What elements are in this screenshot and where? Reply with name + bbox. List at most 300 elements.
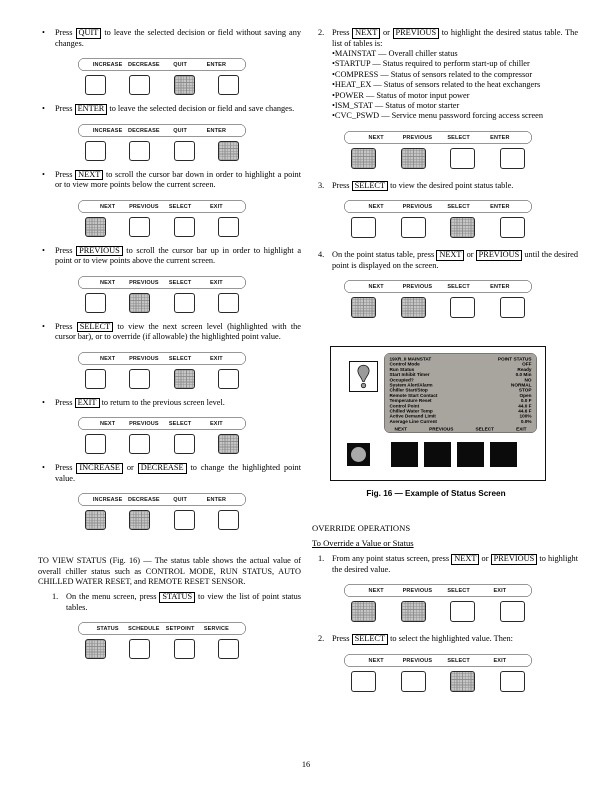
text-segment: or: [380, 28, 393, 37]
keypad-label-previous: PREVIOUS: [129, 355, 159, 362]
keypad-label-service: SERVICE: [203, 625, 229, 632]
keypad-label-previous: PREVIOUS: [402, 283, 433, 290]
key-previous[interactable]: [129, 369, 150, 389]
keycap-status: STATUS: [159, 592, 195, 603]
keypad-label-next: NEXT: [99, 279, 116, 286]
key-exit[interactable]: [218, 293, 239, 313]
keypad-label-strip: [344, 584, 532, 598]
bullet-marker: •: [42, 321, 45, 331]
key-exit[interactable]: [500, 601, 525, 622]
keypad-label-exit: EXIT: [209, 203, 223, 210]
text-segment: TO VIEW STATUS (Fig. 16) — The status table shows the actual value of overall chiller status such as CONTROL MODE, RUN STATUS, AUTO CHILLED WATER RESET, and REMOTE RESET SENSOR.: [38, 556, 301, 586]
status-screen-panel: [330, 346, 546, 481]
keypad-label-increase: INCREASE: [92, 127, 123, 134]
keypad-label-strip: [78, 622, 246, 636]
keypad-bezel: [78, 417, 246, 430]
keypad-button-row: [78, 217, 246, 237]
text-segment: or: [123, 463, 138, 473]
keypad-label-previous: PREVIOUS: [402, 657, 433, 664]
softkey-buttons: [391, 442, 517, 467]
keypad-label-select: SELECT: [168, 203, 192, 210]
key-exit[interactable]: [500, 671, 525, 692]
status-row-value: Ready: [517, 366, 532, 373]
keypad-label-previous: PREVIOUS: [402, 203, 433, 210]
keypad-label-strip: [344, 131, 532, 145]
keycap-select: SELECT: [77, 322, 113, 333]
screen-softkey-labels: [390, 427, 532, 432]
keypad-bezel: [78, 276, 246, 289]
step-number: 1.: [52, 592, 59, 602]
keypad-label-select: SELECT: [168, 355, 192, 362]
alarm-exclamation-icon: [356, 364, 371, 389]
keypad-label-strip: [78, 493, 246, 507]
keypad-label-exit: EXIT: [493, 657, 507, 664]
text-segment: to scroll the cursor bar down in order to highlight a point or to view more points below the current screen.: [55, 169, 301, 190]
bullet-marker: •: [42, 245, 45, 255]
status-row-label: Run Status: [389, 366, 415, 373]
keypad-label-quit: QUIT: [173, 496, 187, 503]
keypad-label-previous: PREVIOUS: [402, 134, 433, 141]
text-segment: to change the highlighted point value.: [55, 463, 302, 483]
bullet-marker: •: [42, 169, 45, 179]
keypad-label-decrease: DECREASE: [127, 127, 160, 134]
keypad-button-row: [344, 671, 532, 692]
keycap-enter: ENTER: [75, 104, 108, 115]
softkey-button-4[interactable]: [490, 442, 517, 467]
keycap-previous: PREVIOUS: [491, 554, 538, 565]
keycap-increase: INCREASE: [76, 463, 123, 474]
bullet-marker: •: [42, 104, 45, 113]
key-select[interactable]: [450, 148, 475, 169]
bullet-marker: •: [42, 463, 45, 473]
keypad-label-exit: EXIT: [493, 587, 507, 594]
keypad-increase-decrease: [78, 493, 246, 530]
screen-title: 19XR_II MAINSTAT: [389, 356, 432, 362]
text-segment: On the point status table, press: [332, 250, 437, 260]
keypad-bezel: [78, 58, 246, 71]
keypad-bezel: [344, 280, 532, 293]
keypad-button-row: [78, 434, 246, 454]
key-service[interactable]: [218, 639, 239, 659]
keypad-label-setpoint: SETPOINT: [165, 625, 195, 632]
text-segment: Press: [55, 245, 77, 255]
text-segment: to return to the previous screen level.: [99, 397, 225, 407]
status-table-list-item: •HEAT_EX — Status of sensors related to the heat exchangers: [332, 80, 541, 90]
softkey-button-2[interactable]: [424, 442, 451, 467]
screen-softkey-exit: EXIT: [516, 426, 527, 433]
text-segment: to highlight the desired value.: [332, 554, 578, 575]
key-previous-pressed[interactable]: [401, 601, 426, 622]
step-2-highlight-table: [312, 28, 578, 49]
override-step-1-text: [332, 554, 578, 575]
text-segment: Press: [55, 104, 75, 113]
keypad-next: [78, 200, 246, 237]
key-increase[interactable]: [85, 75, 106, 95]
alarm-light-circle: [351, 447, 366, 462]
status-table-list-item: •MAINSTAT — Overall chiller status: [332, 49, 458, 58]
keypad-label-select: SELECT: [447, 134, 470, 141]
key-select-pressed[interactable]: [450, 217, 475, 238]
keypad-label-quit: QUIT: [173, 127, 187, 134]
keycap-previous: PREVIOUS: [476, 250, 523, 261]
bullet-select-text: [55, 322, 301, 343]
keypad-label-exit: EXIT: [209, 420, 223, 427]
bullet-enter-text: [55, 104, 301, 115]
text-segment: On the menu screen, press: [66, 592, 160, 602]
keypad-override-1: [344, 584, 532, 622]
status-table-list-item: •CVC_PSWD — Service menu password forcing access screen: [332, 111, 543, 121]
step-number: 3.: [318, 180, 325, 190]
status-row-label: Chiller Start/Stop: [389, 387, 428, 394]
status-row-label: Occupied?: [389, 377, 414, 383]
text-segment: Press: [332, 28, 353, 37]
bullet-enter: [38, 104, 301, 115]
keycap-exit: EXIT: [75, 398, 100, 409]
left-column: [38, 28, 301, 659]
override-step-2-text: [332, 634, 578, 645]
text-segment: Press: [55, 463, 77, 473]
key-previous-pressed[interactable]: [401, 297, 426, 318]
key-next-pressed[interactable]: [85, 217, 106, 237]
keypad-step4: [344, 280, 532, 318]
keycap-next: NEXT: [436, 250, 464, 261]
step-3-text: [332, 181, 578, 192]
status-row-label: Active Demand Limit: [389, 413, 436, 420]
cvc-display-screen: [384, 353, 537, 433]
status-row-value: NORMAL: [510, 382, 532, 388]
keypad-step3: [344, 200, 532, 238]
keypad-label-enter: ENTER: [206, 496, 227, 503]
keypad-label-strip: [344, 654, 532, 668]
keypad-label-quit: QUIT: [173, 61, 187, 68]
bullet-previous-text: [55, 246, 301, 267]
step-3-select-table: [312, 181, 578, 192]
key-previous-pressed[interactable]: [129, 293, 150, 313]
keypad-bezel: [78, 352, 246, 365]
keypad-label-select: SELECT: [447, 587, 470, 594]
key-enter[interactable]: [500, 297, 525, 318]
override-operations-heading: OVERRIDE OPERATIONS: [312, 523, 411, 534]
keypad-button-row: [344, 217, 532, 238]
bullet-exit-text: [55, 398, 301, 409]
key-next-pressed[interactable]: [351, 148, 376, 169]
text-segment: until the desired point is displayed on the screen.: [332, 250, 578, 271]
key-enter[interactable]: [218, 510, 239, 530]
keypad-label-select: SELECT: [447, 203, 470, 210]
key-enter-pressed[interactable]: [218, 141, 239, 161]
keypad-label-next: NEXT: [368, 587, 384, 594]
keypad-button-row: [78, 510, 246, 530]
key-previous[interactable]: [401, 217, 426, 238]
softkey-button-1[interactable]: [391, 442, 418, 467]
status-row-label: System Alert/Alarm: [389, 382, 433, 388]
status-row-label: Remote Start Contact: [389, 392, 438, 399]
keypad-override-2: [344, 654, 532, 692]
key-previous[interactable]: [401, 671, 426, 692]
key-select[interactable]: [174, 217, 195, 237]
text-segment: to leave the selected decision or field and save changes.: [107, 104, 295, 113]
step-4-text: [332, 250, 578, 271]
status-row: [390, 419, 532, 424]
keypad-exit: [78, 417, 246, 454]
key-quit[interactable]: [174, 141, 195, 161]
screen-content: [384, 353, 537, 433]
key-select-pressed[interactable]: [174, 369, 195, 389]
keypad-label-increase: INCREASE: [92, 496, 123, 503]
keypad-label-enter: ENTER: [490, 203, 510, 210]
keycap-select: SELECT: [352, 181, 388, 192]
keypad-label-next: NEXT: [99, 203, 116, 210]
keypad-button-row: [78, 141, 246, 161]
key-exit-pressed[interactable]: [218, 434, 239, 454]
keypad-bezel: [78, 200, 246, 213]
text-segment: to scroll the cursor bar up in order to highlight a point or to view points above the current screen.: [55, 245, 301, 266]
keypad-button-row: [344, 601, 532, 622]
keycap-decrease: DECREASE: [138, 463, 187, 474]
key-select[interactable]: [450, 601, 475, 622]
keypad-button-row: [78, 369, 246, 389]
key-decrease[interactable]: [129, 75, 150, 95]
status-table-list-item: •POWER — Status of motor input power: [332, 90, 470, 100]
to-view-status-paragraph: [38, 556, 301, 587]
status-row-value: 44.0 F: [518, 403, 532, 409]
keypad-enter: [78, 124, 246, 161]
bullet-increase-decrease-text: [55, 463, 301, 484]
keycap-quit: QUIT: [76, 28, 102, 39]
keypad-bezel: [78, 493, 246, 506]
keypad-button-row: [78, 639, 246, 659]
keypad-step2: [344, 131, 532, 169]
screen-rows: [390, 362, 532, 424]
keypad-label-strip: [78, 417, 246, 431]
keypad-label-enter: ENTER: [206, 127, 227, 134]
keycap-next: NEXT: [352, 28, 380, 39]
key-select-pressed[interactable]: [450, 671, 475, 692]
keypad-label-select: SELECT: [447, 657, 470, 664]
keypad-label-strip: [344, 200, 532, 214]
status-row-value: 44.6 F: [518, 408, 532, 414]
key-increase-pressed[interactable]: [85, 510, 106, 530]
text-segment: Press: [55, 169, 76, 179]
status-row-label: Control Point: [389, 403, 420, 409]
keypad-label-strip: [344, 280, 532, 294]
keypad-label-next: NEXT: [368, 203, 384, 210]
override-step-1: [312, 554, 578, 575]
key-select[interactable]: [174, 434, 195, 454]
text-segment: to highlight the desired status table. The list of tables is:: [332, 28, 578, 48]
bullet-next: [38, 170, 301, 191]
keypad-label-strip: [78, 58, 246, 72]
key-next[interactable]: [85, 293, 106, 313]
keypad-label-previous: PREVIOUS: [402, 587, 433, 594]
keypad-label-exit: EXIT: [209, 355, 223, 362]
bullet-exit: [38, 398, 301, 409]
keycap-next: NEXT: [75, 170, 103, 181]
keypad-label-enter: ENTER: [490, 283, 510, 290]
step-number: 1.: [318, 554, 325, 564]
keypad-label-select: SELECT: [168, 279, 192, 286]
keypad-bezel: [344, 131, 532, 144]
keypad-label-select: SELECT: [447, 283, 470, 290]
keypad-label-schedule: SCHEDULE: [128, 625, 160, 632]
status-row-value: STOP: [518, 387, 532, 394]
status-row-value: 0.0 F: [520, 398, 532, 404]
keypad-label-decrease: DECREASE: [127, 496, 160, 503]
text-segment: to view the list of point status tables.: [66, 592, 301, 612]
text-segment: Press: [332, 634, 352, 644]
keypad-label-status: STATUS: [96, 625, 119, 632]
keypad-label-strip: [78, 124, 246, 138]
text-segment: to view the next screen level (highlighted with the cursor bar), or to override (if allowable) the highlighted point value.: [55, 321, 301, 342]
keypad-label-next: NEXT: [368, 134, 384, 141]
keypad-button-row: [78, 293, 246, 313]
keypad-label-enter: ENTER: [206, 61, 227, 68]
keypad-label-strip: [78, 276, 246, 290]
keypad-select: [78, 352, 246, 389]
bullet-quit-text: [55, 28, 301, 49]
keypad-button-row: [344, 148, 532, 169]
keypad-label-next: NEXT: [368, 283, 384, 290]
override-subheading: To Override a Value or Status: [312, 538, 414, 549]
status-row-label: Control Mode: [389, 361, 420, 368]
status-row-value: NO: [524, 377, 532, 383]
bullet-quit: [38, 28, 301, 49]
text-segment: or: [479, 554, 491, 564]
keypad-label-decrease: DECREASE: [127, 61, 160, 68]
key-exit[interactable]: [218, 217, 239, 237]
key-decrease[interactable]: [129, 141, 150, 161]
screen-point-status-label: POINT STATUS: [497, 356, 532, 362]
bullet-marker: •: [42, 28, 45, 37]
keypad-bezel: [78, 124, 246, 137]
step-1-text: [66, 592, 301, 613]
figure-caption: Fig. 16 — Example of Status Screen: [366, 489, 506, 499]
keypad-bezel: [344, 654, 532, 667]
key-setpoint[interactable]: [174, 639, 195, 659]
key-next[interactable]: [351, 671, 376, 692]
key-decrease-pressed[interactable]: [129, 510, 150, 530]
keypad-label-previous: PREVIOUS: [129, 279, 159, 286]
bullet-previous: [38, 246, 301, 267]
key-next-pressed[interactable]: [351, 601, 376, 622]
step-number: 4.: [318, 250, 325, 260]
keycap-next: NEXT: [451, 554, 479, 565]
key-select[interactable]: [450, 297, 475, 318]
screen-softkey-next: NEXT: [394, 426, 408, 433]
keycap-select: SELECT: [352, 634, 388, 645]
bullet-increase-decrease: [38, 463, 301, 484]
status-row-value: 0.0 Min: [515, 372, 532, 378]
status-table-list: [332, 49, 578, 122]
key-next-pressed[interactable]: [351, 297, 376, 318]
keypad-label-next: NEXT: [99, 355, 116, 362]
softkey-button-3[interactable]: [457, 442, 484, 467]
keypad-label-enter: ENTER: [490, 134, 510, 141]
status-row-label: Temperature Reset: [389, 398, 432, 404]
key-previous-pressed[interactable]: [401, 148, 426, 169]
bullet-next-text: [55, 170, 301, 191]
keycap-previous: PREVIOUS: [76, 246, 123, 257]
status-row-value: 0.0%: [520, 418, 532, 425]
status-table-list-item: •ISM_STAT — Status of motor starter: [332, 101, 460, 111]
status-row-label: Chilled Water Temp: [389, 408, 433, 414]
bullet-select: [38, 322, 301, 343]
key-quit-pressed[interactable]: [174, 75, 195, 95]
keypad-label-increase: INCREASE: [92, 61, 123, 68]
keypad-label-next: NEXT: [368, 657, 384, 664]
key-previous[interactable]: [129, 434, 150, 454]
text-segment: Press: [332, 180, 352, 190]
text-segment: to leave the selected decision or field without saving any changes.: [55, 28, 302, 48]
keypad-label-select: SELECT: [168, 420, 192, 427]
key-enter[interactable]: [500, 148, 525, 169]
page-number: 16: [301, 760, 311, 769]
step-1-menu-status: [38, 592, 301, 613]
key-schedule[interactable]: [129, 639, 150, 659]
text-segment: Press: [55, 321, 77, 331]
key-select[interactable]: [174, 293, 195, 313]
status-row-label: Start Inhibit Timer: [389, 372, 430, 378]
status-row-value: Open: [519, 392, 532, 399]
keypad-quit: [78, 58, 246, 95]
status-row-value: 100%: [519, 413, 532, 420]
keypad-label-exit: EXIT: [209, 279, 223, 286]
text-segment: From any point status screen, press: [332, 554, 452, 564]
step-2-text: [332, 28, 578, 49]
keypad-label-previous: PREVIOUS: [129, 203, 159, 210]
keypad-button-row: [78, 75, 246, 95]
key-quit[interactable]: [174, 510, 195, 530]
key-status-pressed[interactable]: [85, 639, 106, 659]
status-row-label: Average Line Current: [389, 418, 437, 425]
text-segment: Press: [55, 397, 75, 407]
key-previous[interactable]: [129, 217, 150, 237]
key-enter[interactable]: [500, 217, 525, 238]
step-number: 2.: [318, 28, 325, 37]
key-increase[interactable]: [85, 141, 106, 161]
keypad-bezel: [78, 622, 246, 635]
keypad-label-next: NEXT: [99, 420, 116, 427]
key-next[interactable]: [351, 217, 376, 238]
step-4-scroll-point: [312, 250, 578, 271]
keypad-status-menu: [78, 622, 246, 659]
screen-softkey-select: SELECT: [475, 426, 494, 433]
keypad-previous: [78, 276, 246, 313]
keypad-label-strip: [78, 352, 246, 366]
status-table-list-item: •COMPRESS — Status of sensors related to the compressor: [332, 69, 533, 79]
right-column: [312, 28, 578, 692]
status-table-list-item: •STARTUP — Status required to perform start-up of chiller: [332, 59, 530, 69]
alarm-indicator: [349, 361, 378, 392]
text-segment: Press: [55, 28, 76, 37]
key-enter[interactable]: [218, 75, 239, 95]
alarm-light-button[interactable]: [347, 443, 370, 466]
text-segment: to view the desired point status table.: [388, 180, 514, 190]
override-step-2: [312, 634, 578, 645]
key-next[interactable]: [85, 369, 106, 389]
keypad-label-previous: PREVIOUS: [129, 420, 159, 427]
text-segment: to select the highlighted value. Then:: [388, 634, 513, 644]
status-row-value: OFF: [522, 361, 532, 368]
keycap-previous: PREVIOUS: [393, 28, 440, 39]
key-exit[interactable]: [218, 369, 239, 389]
keypad-bezel: [344, 200, 532, 213]
step-number: 2.: [318, 634, 325, 644]
bullet-marker: •: [42, 397, 45, 407]
keypad-bezel: [344, 584, 532, 597]
keypad-button-row: [344, 297, 532, 318]
key-next[interactable]: [85, 434, 106, 454]
